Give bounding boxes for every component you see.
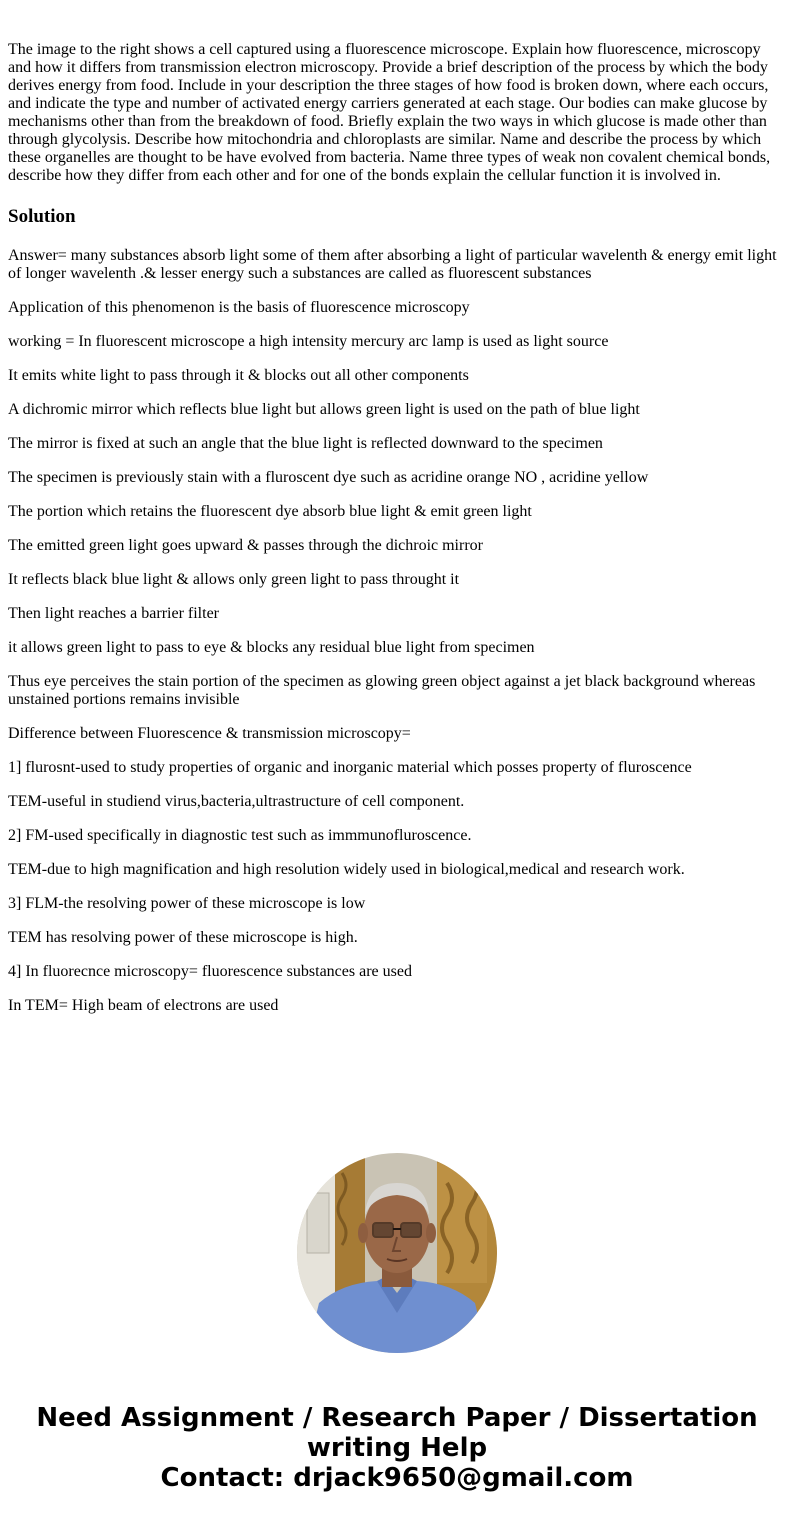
answer-paragraph: 2] FM-used specifically in diagnostic test such as immmunofluroscence. <box>8 827 472 844</box>
answer-paragraph: Difference between Fluorescence & transmission microscopy= <box>8 725 411 742</box>
answer-paragraph: 1] flurosnt-used to study properties of organic and inorganic material which posses property of fluroscence <box>8 759 692 776</box>
promo-contact-line: Contact: drjack9650@gmail.com <box>160 1463 634 1493</box>
answer-paragraph: The portion which retains the fluorescent dye absorb blue light & emit green light <box>8 503 532 520</box>
answer-paragraph: A dichromic mirror which reflects blue light but allows green light is used on the path of blue light <box>8 401 640 418</box>
question-text: The image to the right shows a cell captured using a fluorescence microscope. Explain how fluorescence, microscopy and how it differs from transmission electron microscopy. Provide a brief description of the process by which the body derives energy from food. Include in your description the three stages of how food is broken down, where each occurs, and indicate the type and number of activated energy carriers generated at each stage. Our bodies can make glucose by mechanisms other than from the breakdown of food. Briefly explain the two ways in which glucose is made other than through glycolysis. Describe how mitochondria and chloroplasts are similar. Name and describe the process by which these organelles are thought to be have evolved from bacteria. Name three types of weak non covalent chemical bonds, describe how they differ from each other and for one of the bonds explain the cellular function it is involved in. <box>8 41 771 184</box>
answer-paragraph: 3] FLM-the resolving power of these microscope is low <box>8 895 366 912</box>
answer-paragraph: In TEM= High beam of electrons are used <box>8 997 279 1014</box>
main-content <box>8 41 780 1031</box>
answer-paragraph: It emits white light to pass through it & blocks out all other components <box>8 367 469 384</box>
promo-line-1: Need Assignment / Research Paper / Dissertation <box>36 1403 758 1433</box>
answer-paragraph: The emitted green light goes upward & passes through the dichroic mirror <box>8 537 483 554</box>
promo-banner <box>0 1403 794 1493</box>
answer-paragraph: TEM-due to high magnification and high resolution widely used in biological,medical and research work. <box>8 861 685 878</box>
answer-paragraph: 4] In fluorecnce microscopy= fluorescence substances are used <box>8 963 412 980</box>
answer-paragraph: TEM has resolving power of these microscope is high. <box>8 929 358 946</box>
answer-paragraph: Thus eye perceives the stain portion of the specimen as glowing green object against a jet black background whereas unstained portions remains invisible <box>8 673 756 708</box>
answer-paragraph: working = In fluorescent microscope a high intensity mercury arc lamp is used as light source <box>8 333 609 350</box>
solution-heading: Solution <box>8 206 76 227</box>
answer-body <box>8 247 780 1015</box>
answer-paragraph: The specimen is previously stain with a fluroscent dye such as acridine orange NO , acridine yellow <box>8 469 649 486</box>
answer-paragraph: Application of this phenomenon is the basis of fluorescence microscopy <box>8 299 470 316</box>
answer-paragraph: Answer= many substances absorb light some of them after absorbing a light of particular wavelenth & energy emit light of longer wavelenth .& lesser energy such a substances are called as fluorescent substances <box>8 247 777 282</box>
answer-paragraph: Then light reaches a barrier filter <box>8 605 219 622</box>
author-avatar <box>297 1153 497 1353</box>
promo-line-2: writing Help <box>306 1433 488 1463</box>
answer-paragraph: TEM-useful in studiend virus,bacteria,ultrastructure of cell component. <box>8 793 465 810</box>
author-portrait-image <box>297 1153 497 1353</box>
answer-paragraph: It reflects black blue light & allows only green light to pass throught it <box>8 571 460 588</box>
answer-paragraph: it allows green light to pass to eye & blocks any residual blue light from specimen <box>8 639 535 656</box>
answer-paragraph: The mirror is fixed at such an angle that the blue light is reflected downward to the specimen <box>8 435 603 452</box>
